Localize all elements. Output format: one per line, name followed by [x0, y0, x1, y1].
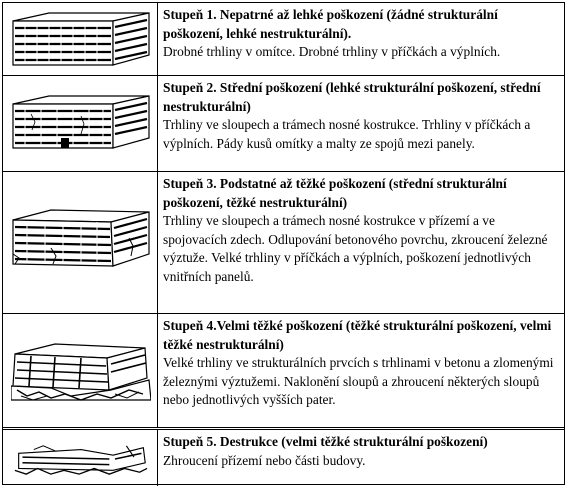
- partially-collapsed-building-icon: [11, 340, 151, 402]
- damaged-building-icon: [11, 208, 151, 268]
- grade-description: Velké trhliny ve strukturálních prvcích s trhlinami v betonu a zlomenými železnými výztužemi. Naklonění sloupů a zhroucení některých sloupů nebo jednotlivých vyšších pater.: [163, 355, 554, 408]
- cracked-building-icon: [11, 94, 151, 150]
- grade-heading: Stupeň 5. Destrukce (velmi těžké strukturální poškození): [163, 434, 488, 449]
- grade-heading: Stupeň 3. Podstatné až těžké poškození (střední strukturální poškození, těžké nestrukturální): [163, 176, 507, 210]
- grade-heading: Stupeň 4.Velmi těžké poškození (těžké strukturální poškození, velmi těžké nestrukturální): [163, 318, 552, 352]
- grade-description: Zhroucení přízemí nebo části budovy.: [163, 452, 366, 468]
- grade-row-4: [3, 314, 564, 430]
- illustration-cell: [3, 76, 158, 171]
- grade-row-5: [3, 430, 564, 486]
- grade-heading: Stupeň 2. Střední poškození (lehké strukturální poškození, střední nestrukturální): [163, 80, 541, 114]
- illustration-cell: [3, 314, 158, 427]
- collapsed-building-icon: [11, 442, 151, 476]
- grade-heading: Stupeň 1. Nepatrné až lehké poškození (žádné strukturální poškození, lehké nestrukturální).: [163, 7, 498, 41]
- grade-description: Trhliny ve sloupech a trámech nosné kostrukce v přízemí a ve spojovacích zdech. Odlupování betonového povrchu, zkroucení železné výztuže. Velké trhliny v příčkách a výplních, poškození jednotlivých vnitřních panelů.: [163, 213, 548, 284]
- grade-row-2: [3, 76, 564, 172]
- damage-grade-table: [2, 2, 565, 485]
- illustration-cell: [3, 172, 158, 313]
- grade-description: Trhliny ve sloupech a trámech nosné kostrukce. Trhliny v příčkách a výplních. Pády kusů omítky a malty ze spojů mezi panely.: [163, 117, 531, 151]
- grade-description: Drobné trhliny v omítce. Drobné trhliny v příčkách a výplních.: [163, 44, 501, 60]
- grade-row-1: [3, 3, 564, 76]
- intact-building-icon: [11, 11, 151, 67]
- illustration-cell: [3, 3, 158, 75]
- illustration-cell: [3, 430, 158, 486]
- grade-row-3: [3, 172, 564, 314]
